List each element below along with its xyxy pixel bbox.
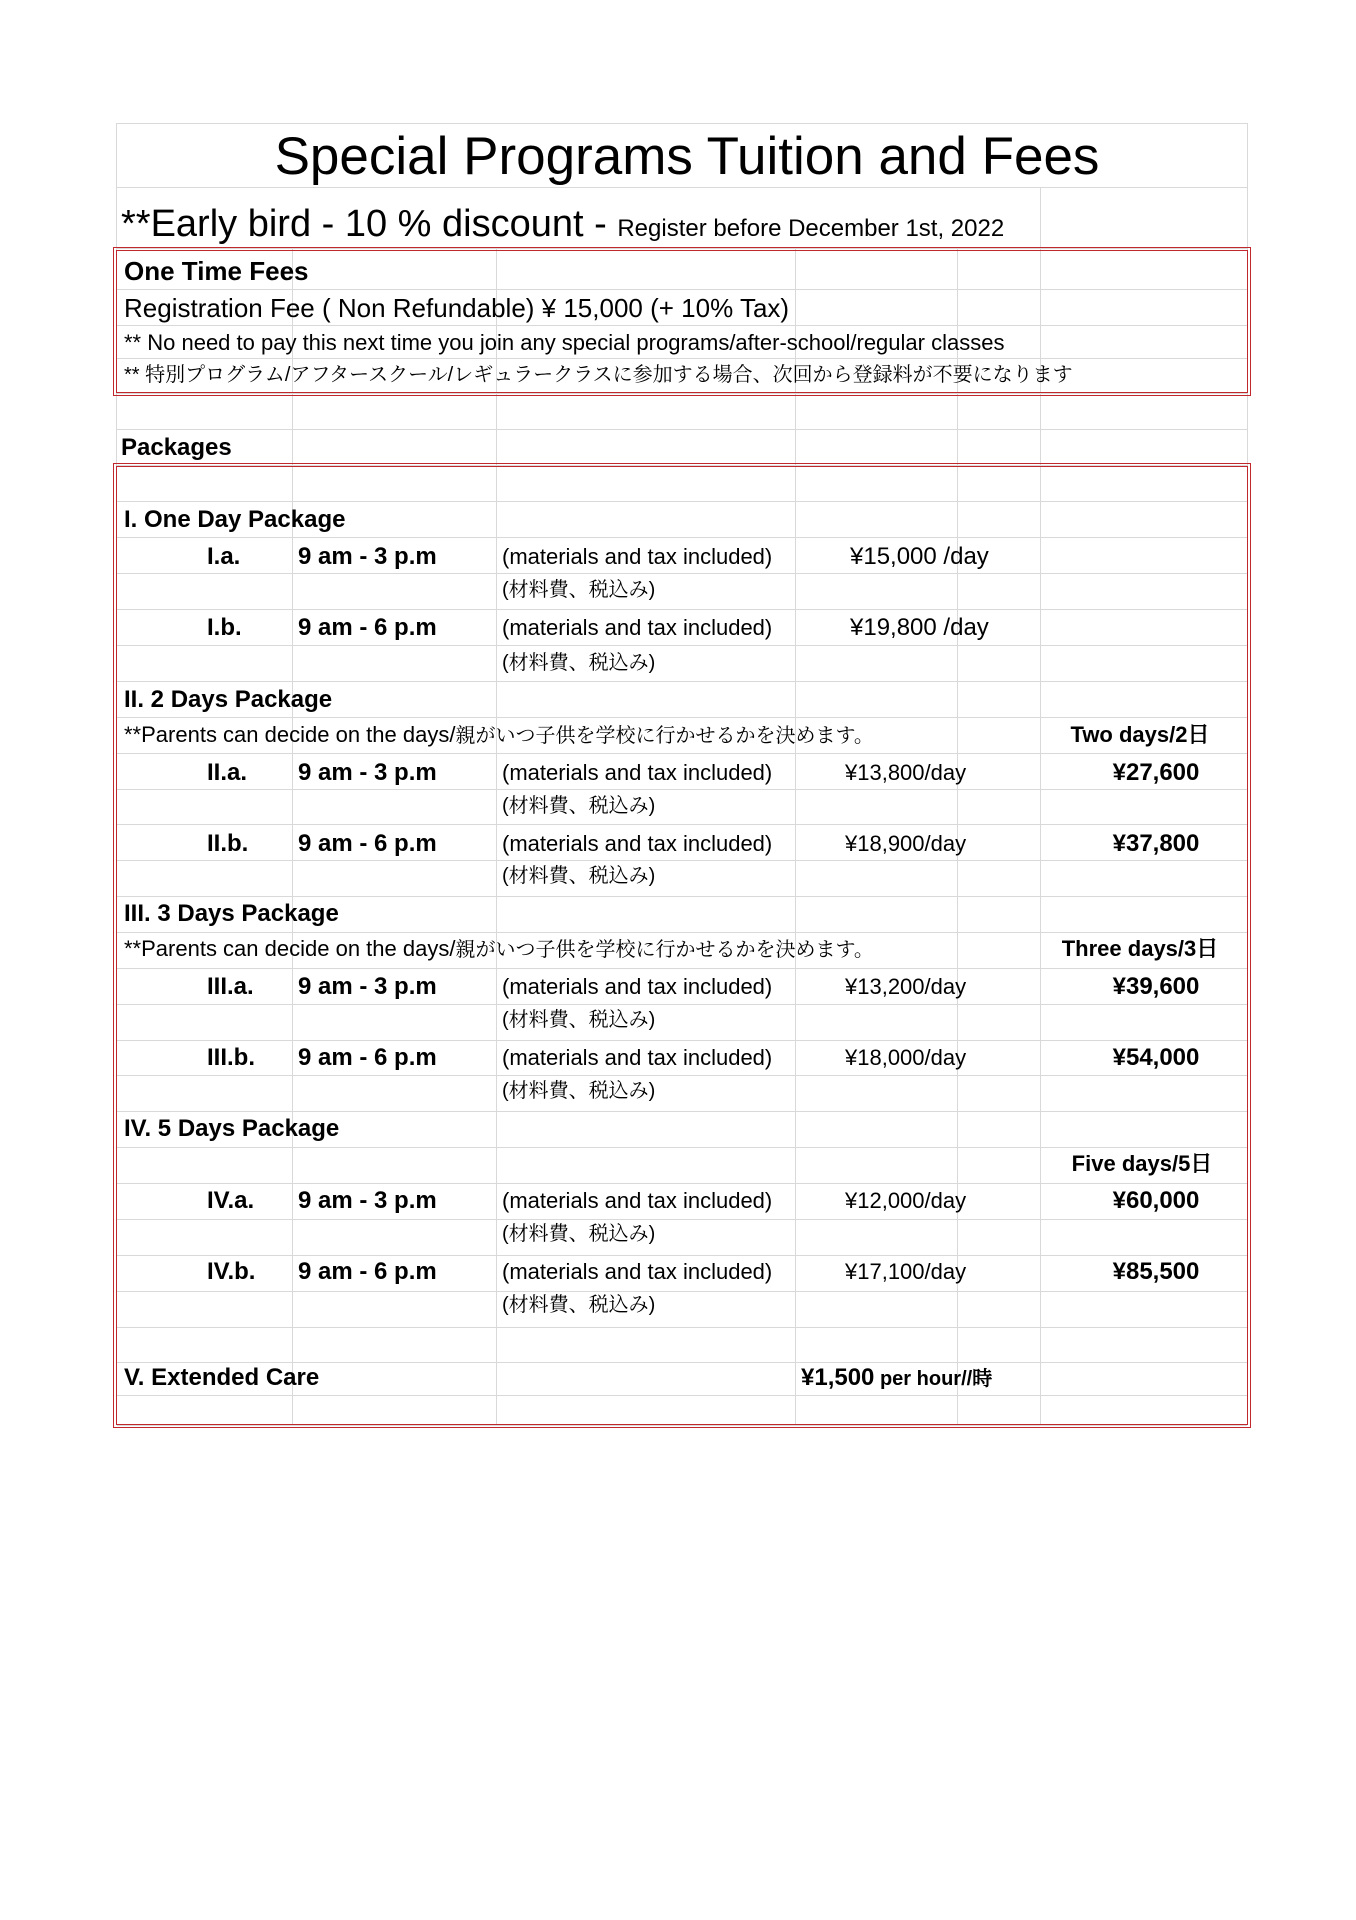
daily-rate: ¥17,100/day [845,1259,967,1284]
registration-note-ja: ** 特別プログラム/アフタースクール/レギュラークラスに参加する場合、次回から登録料が不要になります [124,364,1073,386]
days-label: Three days/3日 [1061,936,1219,961]
package-1-heading: I. One Day Package [124,506,346,533]
package-time: 9 am - 3 p.m [298,1187,437,1214]
materials-note-ja: (材料費、税込み) [502,1294,656,1316]
grid-line [117,429,1247,430]
daily-rate: ¥13,200/day [845,974,967,999]
materials-note-en: (materials and tax included) [502,544,773,569]
parents-note-ja: 親がいつ子供を学校に行かせるかを決めます。 [455,939,874,961]
materials-note-ja: (材料費、税込み) [502,865,656,887]
package-code: II.b. [207,830,249,857]
materials-note-en: (materials and tax included) [502,615,773,640]
package-time: 9 am - 3 p.m [298,543,437,570]
page-title: Special Programs Tuition and Fees [274,127,1100,186]
package-2-heading: II. 2 Days Package [124,686,333,713]
daily-rate: ¥18,000/day [845,1045,967,1070]
package-total: ¥27,600 [1112,759,1200,786]
early-bird-main: **Early bird - 10 % discount - [121,203,618,245]
package-total: ¥54,000 [1112,1044,1200,1071]
materials-note-en: (materials and tax included) [502,760,773,785]
package-time: 9 am - 3 p.m [298,759,437,786]
daily-rate: ¥12,000/day [845,1188,967,1213]
daily-rate: ¥19,800 /day [850,614,989,641]
grid-line [117,187,1247,188]
extended-care-heading: V. Extended Care [124,1364,320,1391]
parents-note-ja: 親がいつ子供を学校に行かせるかを決めます。 [455,725,874,747]
extended-care-unit: per hour//時 [874,1368,993,1390]
materials-note-en: (materials and tax included) [502,1188,773,1213]
days-label: Two days/2日 [1070,722,1210,747]
daily-rate: ¥13,800/day [845,760,967,785]
package-code: IV.b. [207,1258,256,1285]
daily-rate: ¥15,000 /day [850,543,989,570]
package-time: 9 am - 3 p.m [298,973,437,1000]
materials-note-ja: (材料費、税込み) [502,795,656,817]
package-code: III.a. [207,973,254,1000]
materials-note-ja: (材料費、税込み) [502,579,656,601]
daily-rate: ¥18,900/day [845,831,967,856]
package-time: 9 am - 6 p.m [298,614,437,641]
package-3-heading: III. 3 Days Package [124,900,339,927]
package-code: I.b. [207,614,242,641]
registration-fee: Registration Fee ( Non Refundable) ¥ 15,000 (+ 10% Tax) [124,293,790,323]
materials-note-en: (materials and tax included) [502,1259,773,1284]
parents-note-en: **Parents can decide on the days/ [124,722,456,747]
materials-note-en: (materials and tax included) [502,1045,773,1070]
package-time: 9 am - 6 p.m [298,1258,437,1285]
package-total: ¥85,500 [1112,1258,1200,1285]
registration-note-en: ** No need to pay this next time you join any special programs/after-school/regular classes [124,330,1005,355]
package-total: ¥39,600 [1112,973,1200,1000]
package-total: ¥60,000 [1112,1187,1200,1214]
parents-note-en: **Parents can decide on the days/ [124,936,456,961]
package-code: IV.a. [207,1187,255,1214]
extended-care-amount: ¥1,500 [801,1364,875,1391]
package-4-heading: IV. 5 Days Package [124,1115,340,1142]
materials-note-ja: (材料費、税込み) [502,1223,656,1245]
grid-line [117,123,1247,124]
days-label: Five days/5日 [1071,1151,1213,1176]
package-code: II.a. [207,759,248,786]
package-total: ¥37,800 [1112,830,1200,857]
parents-note [124,724,874,746]
package-time: 9 am - 6 p.m [298,830,437,857]
early-bird-deadline: Register before December 1st, 2022 [617,215,1005,242]
materials-note-en: (materials and tax included) [502,974,773,999]
package-code: I.a. [207,543,241,570]
package-code: III.b. [207,1044,255,1071]
materials-note-ja: (材料費、税込み) [502,1009,656,1031]
extended-care-price [801,1366,992,1390]
package-time: 9 am - 6 p.m [298,1044,437,1071]
materials-note-ja: (材料費、税込み) [502,1080,656,1102]
early-bird-line [121,205,1004,243]
packages-heading: Packages [121,434,232,461]
one-time-fees-heading: One Time Fees [124,256,309,286]
parents-note [124,938,874,960]
materials-note-en: (materials and tax included) [502,831,773,856]
materials-note-ja: (材料費、税込み) [502,652,656,674]
